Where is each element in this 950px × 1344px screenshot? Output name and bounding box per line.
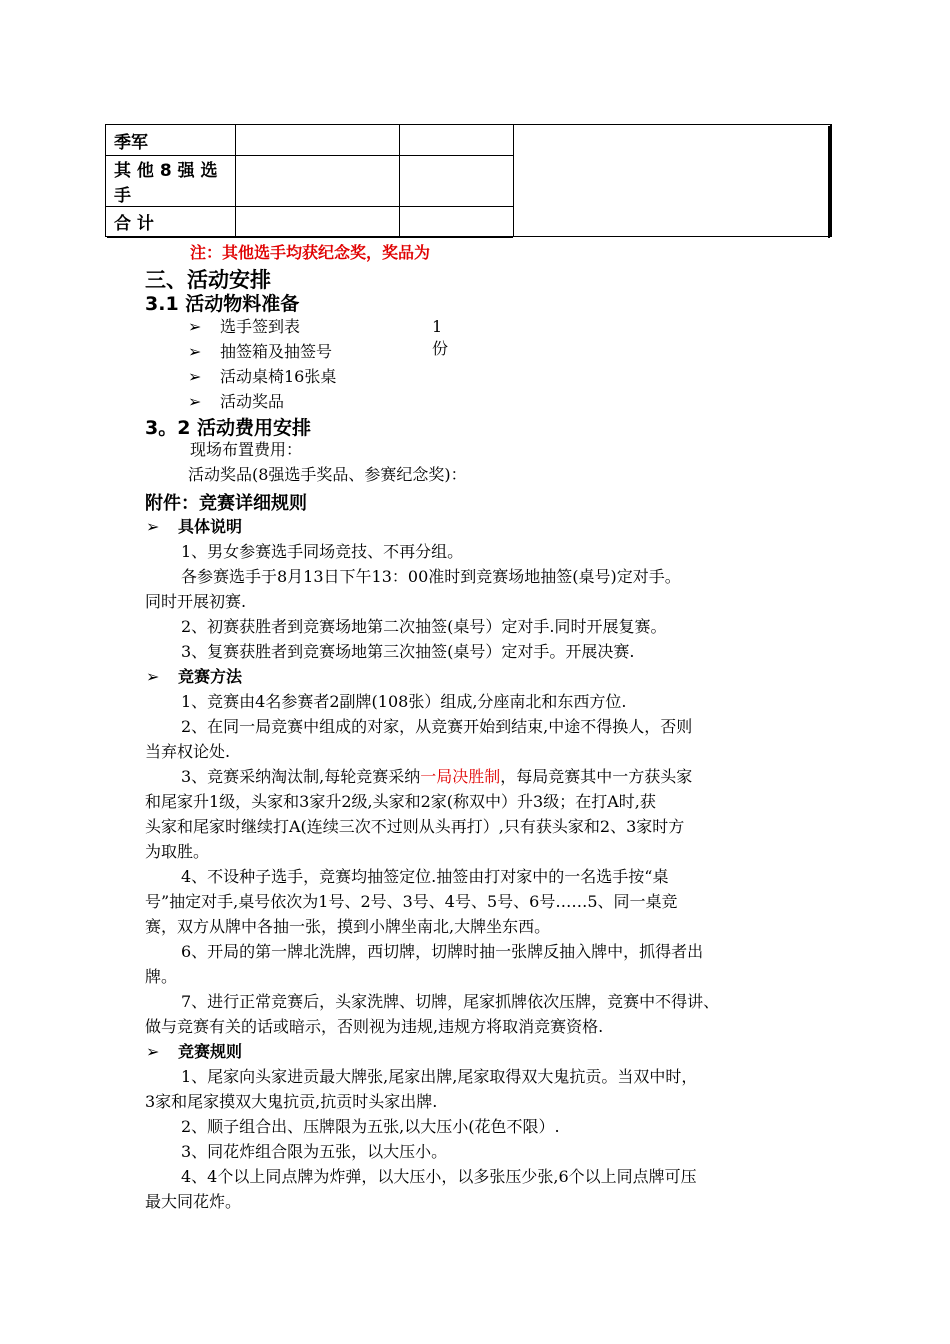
arrow-bullet-icon: ➢ <box>146 517 160 536</box>
subheading-text: 竞赛规则 <box>178 1042 243 1061</box>
cost-line: 现场布置费用： <box>190 440 303 459</box>
list-item-text: 选手签到表 <box>220 317 301 336</box>
row-label: 合 计 <box>106 207 236 237</box>
appendix-title: 附件：竞赛详细规则 <box>145 493 307 514</box>
highlighted-text: 一局决胜制 <box>420 767 501 786</box>
row-label: 季军 <box>106 125 236 156</box>
table-cell-merged <box>514 125 832 237</box>
text-run: 3、竞赛采纳淘汰制,每轮竞赛采纳 <box>181 767 421 786</box>
paragraph: 赛，双方从牌中各抽一张，摸到小牌坐南北,大牌坐东西。 <box>145 917 551 936</box>
paragraph: 和尾家升1级，头家和3家升2级,头家和2家(称双中）升3级；在打A时,获 <box>145 792 656 811</box>
table-cell <box>236 207 400 237</box>
arrow-bullet-icon: ➢ <box>188 367 202 386</box>
list-item <box>188 366 336 391</box>
row-label-line2: 手 <box>114 186 131 206</box>
cost-line: 活动奖品(8强选手奖品、参赛纪念奖)： <box>188 465 467 484</box>
paragraph: 7、进行正常竞赛后，头家洗牌、切牌，尾家抓牌依次压牌，竞赛中不得讲、 <box>181 992 720 1011</box>
paragraph: 6、开局的第一牌北洗牌，西切牌，切牌时抽一张牌反抽入牌中，抓得者出 <box>181 942 704 961</box>
paragraph <box>181 764 692 789</box>
paragraph: 4、4个以上同点牌为炸弹，以大压小，以多张压少张,6个以上同点牌可压 <box>181 1167 697 1186</box>
paragraph: 同时开展初赛. <box>145 592 247 611</box>
paragraph: 头家和尾家时继续打A(连续三次不过则从头再打）,只有获头家和2、3家时方 <box>145 817 685 836</box>
arrow-bullet-icon: ➢ <box>188 342 202 361</box>
award-note: 注：其他选手均获纪念奖，奖品为 <box>190 243 431 262</box>
table-cell <box>400 207 514 237</box>
subsection-title-3-1: 3.1 活动物料准备 <box>145 293 300 315</box>
arrow-bullet-icon: ➢ <box>188 392 202 411</box>
paragraph: 各参赛选手于8月13日下午13：00准时到竞赛场地抽签(桌号)定对手。 <box>181 567 681 586</box>
paragraph: 4、不设种子选手，竞赛均抽签定位.抽签由打对家中的一名选手按“桌 <box>181 867 669 886</box>
paragraph: 3家和尾家摸双大鬼抗贡,抗贡时头家出牌. <box>145 1092 438 1111</box>
subheading-text: 具体说明 <box>178 517 243 536</box>
list-item <box>188 341 336 366</box>
list-item-text: 抽签箱及抽签号 <box>220 342 333 361</box>
paragraph: 当弃权论处. <box>145 742 231 761</box>
arrow-bullet-icon: ➢ <box>188 317 202 336</box>
paragraph: 号”抽定对手,桌号依次为1号、2号、3号、4号、5号、6号……5、同一桌竞 <box>145 892 678 911</box>
arrow-bullet-icon: ➢ <box>146 1042 160 1061</box>
text-run: ，每局竞赛其中一方获头家 <box>500 767 693 786</box>
paragraph: 牌。 <box>145 967 178 986</box>
table-cell <box>400 156 514 207</box>
table-cell <box>236 156 400 207</box>
paragraph: 1、男女参赛选手同场竞技、不再分组。 <box>181 542 464 561</box>
list-item-text: 活动奖品 <box>220 392 285 411</box>
row-label-line1: 其 他 8 强 选 <box>114 161 218 181</box>
paragraph: 2、在同一局竞赛中组成的对家，从竞赛开始到结束,中途不得换人，否则 <box>181 717 693 736</box>
row-label <box>106 156 236 207</box>
table-cell <box>400 125 514 156</box>
table-row <box>106 125 832 156</box>
paragraph: 3、复赛获胜者到竞赛场地第三次抽签(桌号）定对手。开展决赛. <box>181 642 635 661</box>
arrow-bullet-icon: ➢ <box>146 667 160 686</box>
table-cell <box>236 125 400 156</box>
subheading-text: 竞赛方法 <box>178 667 243 686</box>
paragraph: 最大同花炸。 <box>145 1192 242 1211</box>
awards-table <box>105 124 832 237</box>
subheading-method <box>146 664 242 687</box>
subheading-specifics <box>146 514 242 537</box>
paragraph: 为取胜。 <box>145 842 210 861</box>
paragraph: 3、同花炸组合限为五张，以大压小。 <box>181 1142 448 1161</box>
materials-list <box>188 316 449 416</box>
list-item-text: 活动桌椅16张桌 <box>220 367 337 386</box>
paragraph: 2、顺子组合出、压牌限为五张,以大压小(花色不限）. <box>181 1117 560 1136</box>
list-item-qty: 1份 <box>432 317 449 358</box>
table-shadow-right <box>828 126 830 238</box>
paragraph: 1、竞赛由4名参赛者2副牌(108张）组成,分座南北和东西方位. <box>181 692 627 711</box>
subsection-title-3-2: 3。2 活动费用安排 <box>145 417 312 439</box>
paragraph: 2、初赛获胜者到竞赛场地第二次抽签(桌号）定对手.同时开展复赛。 <box>181 617 667 636</box>
section-title: 三、活动安排 <box>145 268 271 292</box>
subheading-rules <box>146 1039 242 1062</box>
paragraph: 做与竞赛有关的话或暗示，否则视为违规,违规方将取消竞赛资格. <box>145 1017 604 1036</box>
paragraph: 1、尾家向头家进贡最大牌张,尾家出牌,尾家取得双大鬼抗贡。当双中时， <box>181 1067 698 1086</box>
table-shadow-bottom <box>107 236 513 238</box>
